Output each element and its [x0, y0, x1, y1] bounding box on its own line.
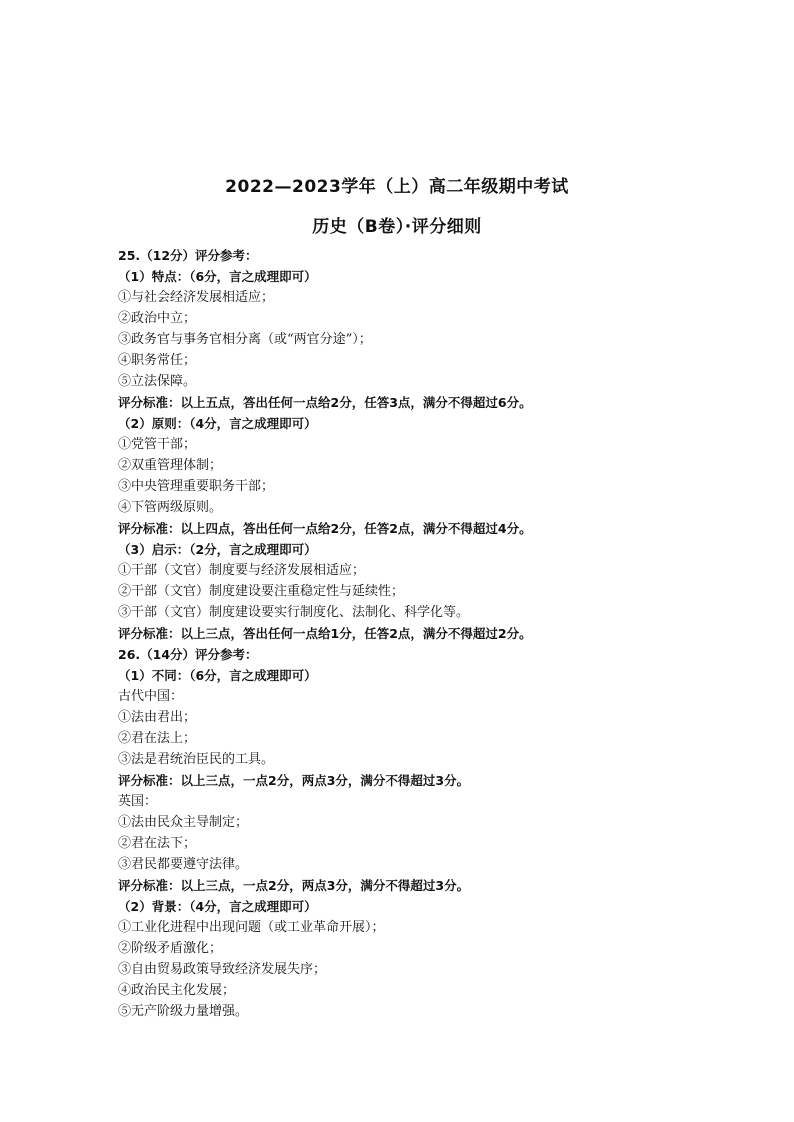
answer-line: ②干部（文官）制度建设要注重稳定性与延续性；	[118, 584, 405, 599]
answer-line: ②政治中立；	[118, 311, 197, 326]
scoring-line-bold: （3）启示：（2分，言之成理即可）	[118, 542, 317, 557]
answer-line: ③干部（文官）制度建设要实行制度化、法制化、科学化等。	[118, 605, 470, 620]
answer-line: ①法由君出；	[118, 710, 197, 725]
scoring-line-bold: 评分标准：以上四点，答出任何一点给2分，任答2点，满分不得超过4分。	[118, 521, 532, 536]
answer-line: ①党管干部；	[118, 437, 197, 452]
scoring-line-bold: 评分标准：以上三点，一点2分，两点3分，满分不得超过3分。	[118, 878, 470, 893]
answer-line: ②君在法上；	[118, 731, 197, 746]
answer-body	[118, 245, 738, 1022]
scoring-line-bold: （1）特点：（6分，言之成理即可）	[118, 269, 317, 284]
answer-line: ①干部（文官）制度要与经济发展相适应；	[118, 563, 366, 578]
scoring-line-bold: 评分标准：以上三点，答出任何一点给1分，任答2点，满分不得超过2分。	[118, 626, 532, 641]
answer-line: ③政务官与事务官相分离（或“两官分途”）；	[118, 332, 372, 347]
answer-line: ⑤无产阶级力量增强。	[118, 1004, 249, 1019]
answer-line: ①法由民众主导制定；	[118, 815, 249, 830]
answer-line: ①与社会经济发展相适应；	[118, 290, 275, 305]
scoring-line-bold: （1）不同：（6分，言之成理即可）	[118, 668, 317, 683]
answer-line: ②双重管理体制；	[118, 458, 223, 473]
answer-line: ④政治民主化发展；	[118, 983, 236, 998]
document-title: 2022—2023学年（上）高二年级期中考试	[225, 177, 569, 197]
answer-line: ①工业化进程中出现问题（或工业革命开展）；	[118, 920, 385, 935]
answer-line: ③自由贸易政策导致经济发展失序；	[118, 962, 327, 977]
document-subtitle: 历史（B卷）·评分细则	[312, 217, 482, 237]
scoring-line-bold: 25.（12分）评分参考：	[118, 248, 258, 263]
answer-line: ②君在法下；	[118, 836, 197, 851]
scoring-line-bold: 26.（14分）评分参考：	[118, 647, 258, 662]
answer-line: ④下管两级原则。	[118, 500, 223, 515]
scoring-line-bold: （2）原则：（4分，言之成理即可）	[118, 416, 317, 431]
answer-line: ③中央管理重要职务干部；	[118, 479, 275, 494]
answer-line: ③君民都要遵守法律。	[118, 857, 249, 872]
scoring-line-bold: 评分标准：以上三点，一点2分，两点3分，满分不得超过3分。	[118, 773, 470, 788]
answer-line: ②阶级矛盾激化；	[118, 941, 223, 956]
answer-line: ④职务常任；	[118, 353, 197, 368]
scoring-line-bold: （2）背景：（4分，言之成理即可）	[118, 899, 317, 914]
answer-line: ⑤立法保障。	[118, 374, 197, 389]
answer-line: 英国：	[118, 794, 158, 809]
answer-line: ③法是君统治臣民的工具。	[118, 752, 275, 767]
scoring-line-bold: 评分标准：以上五点，答出任何一点给2分，任答3点，满分不得超过6分。	[118, 395, 532, 410]
answer-line: 古代中国：	[118, 689, 184, 704]
